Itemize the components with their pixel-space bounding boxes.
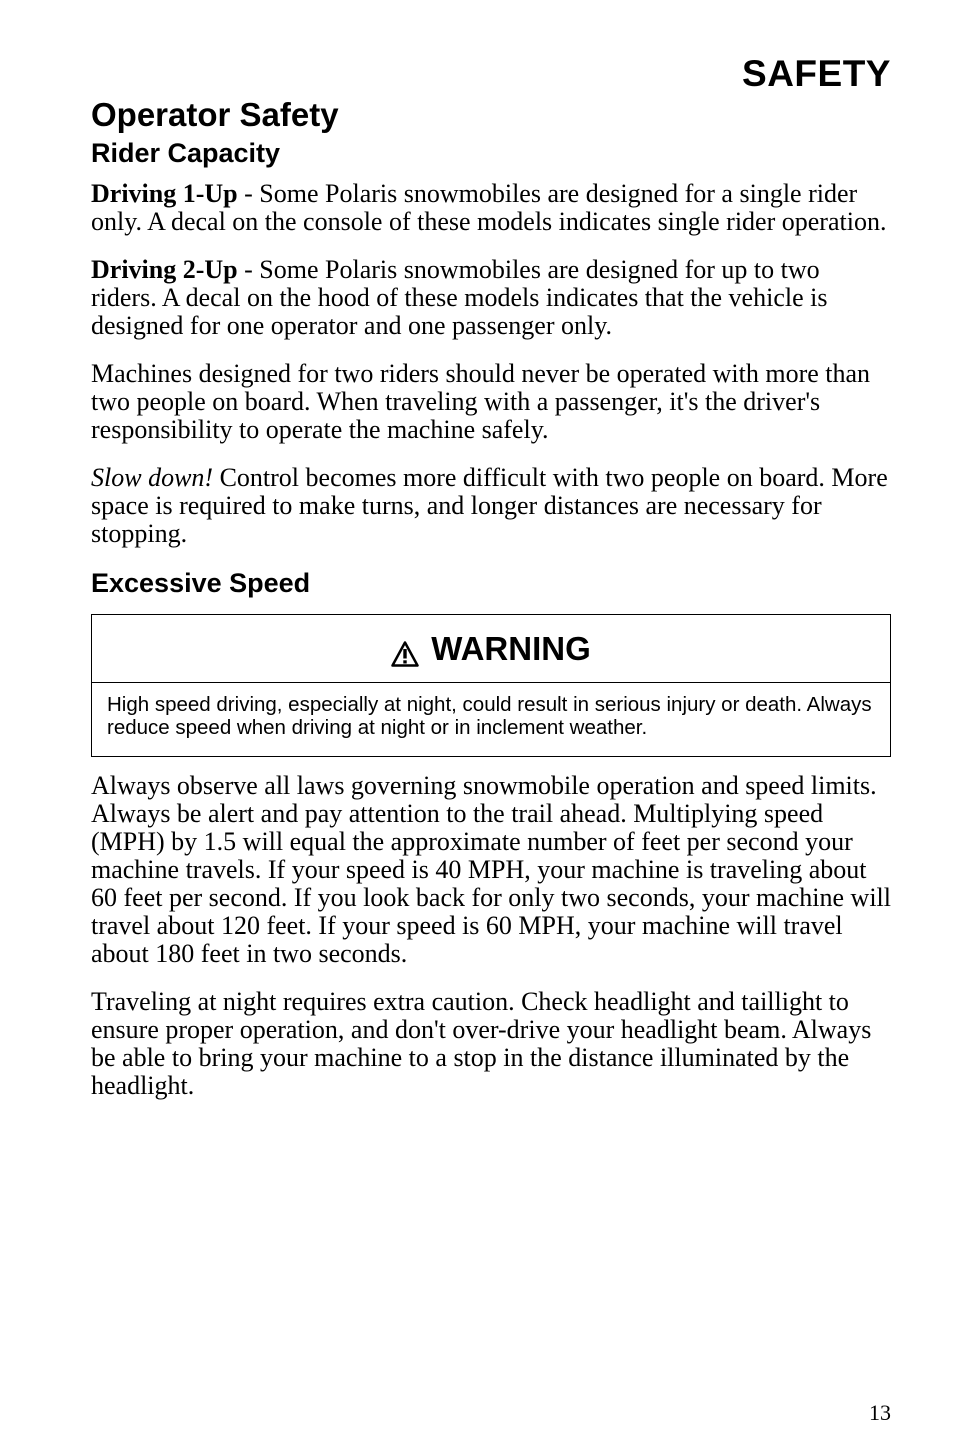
section-title: Operator Safety — [91, 96, 339, 133]
page-body — [91, 136, 891, 1100]
paragraph-slow-down — [91, 464, 891, 548]
lead-slow-down: Slow down! — [91, 463, 214, 492]
subsection-title-excessive-speed: Excessive Speed — [91, 568, 311, 598]
page-number: 13 — [869, 1400, 891, 1425]
paragraph-driving-1-up — [91, 180, 891, 236]
text-driving-2-up: - Some Polaris snowmobiles are designed for up to two riders. A decal on the hood of these models indicates that the vehicle is designed for one operator and one passenger only. — [91, 255, 828, 340]
paragraph-two-riders: Machines designed for two riders should never be operated with more than two people on board. When traveling with a passenger, it's the driver's responsibility to operate the machine safely. — [91, 359, 871, 444]
paragraph-night-travel: Traveling at night requires extra caution. Check headlight and taillight to ensure proper operation, and don't over-drive your headlight beam. Always be able to bring your machine to a stop in the distance illuminated by the headlight. — [91, 987, 872, 1100]
paragraph-driving-2-up — [91, 256, 891, 340]
paragraph-speed-laws: Always observe all laws governing snowmobile operation and speed limits. Always be alert and pay attention to the trail ahead. Multiplying speed (MPH) by 1.5 will equal the approximate number of feet per second your machine travels. If your speed is 40 MPH, your machine is traveling about 60 feet per second. If you look back for only two seconds, your machine will travel about 120 feet. If your speed is 60 MPH, your machine will travel about 180 feet in two seconds. — [91, 771, 892, 968]
warning-text: High speed driving, especially at night, could result in serious injury or death. Always reduce speed when driving at night or in inclement weather. — [107, 693, 872, 739]
chapter-title: SAFETY — [742, 53, 891, 94]
warning-header — [92, 615, 890, 683]
text-slow-down: Control becomes more difficult with two people on board. More space is required to make turns, and longer distances are necessary for stopping. — [91, 463, 888, 548]
lead-driving-2-up: Driving 2-Up — [91, 255, 238, 284]
warning-box — [91, 614, 891, 757]
warning-triangle-icon — [391, 637, 419, 663]
subsection-title-rider-capacity: Rider Capacity — [91, 138, 281, 168]
warning-label: WARNING — [431, 629, 591, 667]
text-driving-1-up: - Some Polaris snowmobiles are designed for a single rider only. A decal on the console of these models indicates single rider operation. — [91, 179, 887, 236]
lead-driving-1-up: Driving 1-Up — [91, 179, 238, 208]
